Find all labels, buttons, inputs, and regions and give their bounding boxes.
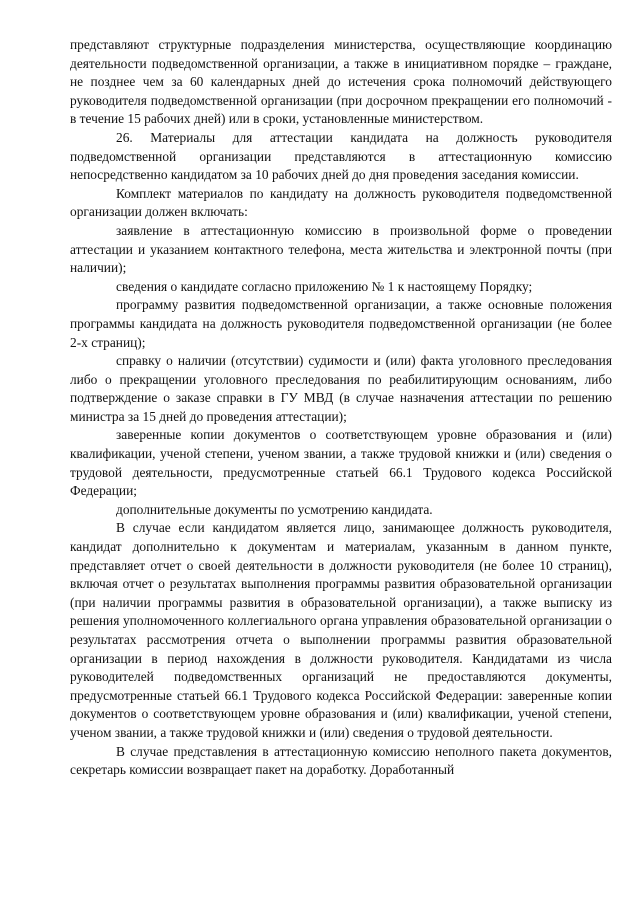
paragraph-item-26: 26. Материалы для аттестации кандидата на должность руководителя подведомственной организации представляются в аттестационную комиссию непосредственно кандидатом за 10 рабочих дней до дня проведения заседания комиссии. (70, 129, 612, 183)
list-item-development-program: программу развития подведомственной организации, а также основные положения программы кандидата на должность руководителя подведомственной организации (не более 2-х страниц); (70, 297, 612, 350)
list-item-additional-docs: дополнительные документы по усмотрению кандидата. (116, 501, 433, 517)
list-item-application: заявление в аттестационную комиссию в произвольной форме о проведении аттестации и указанием контактного телефона, места жительства и электронной почты (при наличии); (70, 222, 612, 276)
paragraph-incomplete-package: В случае представления в аттестационную комиссию неполного пакета документов, секретарь комиссии возвращает пакет на доработку. Доработанный (70, 743, 612, 778)
list-item-candidate-info: сведения о кандидате согласно приложению № 1 к настоящему Порядку; (116, 278, 533, 294)
list-item-criminal-record: справку о наличии (отсутствии) судимости и (или) факта уголовного преследования либо о прекращении уголовного преследования по реабилитирующим основаниям, либо подтверждение о заказе справки в ГУ МВД (в случае назначения аттестации по решению министра за 15 дней до проведения аттестации); (70, 353, 612, 424)
paragraph-current-head: В случае если кандидатом является лицо, занимающее должность руководителя, кандидат дополнительно к документам и материалам, указанным в данном пункте, представляет отчет о своей деятельности в должности руководителя (не более 10 страниц), включая отчет о результатах выполнения программы развития образовательной организации (при наличии программы развития в образовательной организации), а также выписку из решения уполномоченного коллегиального органа управления образовательной организации о результатах рассмотрения отчета о выполнении программы развития образовательной организации в период нахождения в должности руководителя. Кандидатами из числа руководителей подведомственных организаций не предоставляются документы, предусмотренные статьей 66.1 Трудового кодекса Российской Федерации: заверенные копии документов о соответствующем уровне образования и (или) квалификации, ученой степени, ученом звании, а также трудовой книжки и (или) сведения о трудовой деятельности. (70, 520, 612, 740)
list-item-certified-copies: заверенные копии документов о соответствующем уровне образования и (или) квалификации, ученой степени, ученом звании, а также трудовой книжки и (или) сведения о трудовой деятельности, предусмотренные статьей 66.1 Трудового кодекса Российской Федерации; (70, 427, 612, 499)
document-page (70, 36, 612, 780)
paragraph-materials-set: Комплект материалов по кандидату на должность руководителя подведомственной организации должен включать: (70, 185, 612, 220)
paragraph-continuation: представляют структурные подразделения министерства, осуществляющие координацию деятельности подведомственной организации, а также в инициативном порядке – граждане, не позднее чем за 60 календарных дней до истечения срока полномочий действующего руководителя подведомственной организации (при досрочном прекращении его полномочий - в течение 15 рабочих дней) или в сроки, установленные министерством. (70, 37, 612, 127)
